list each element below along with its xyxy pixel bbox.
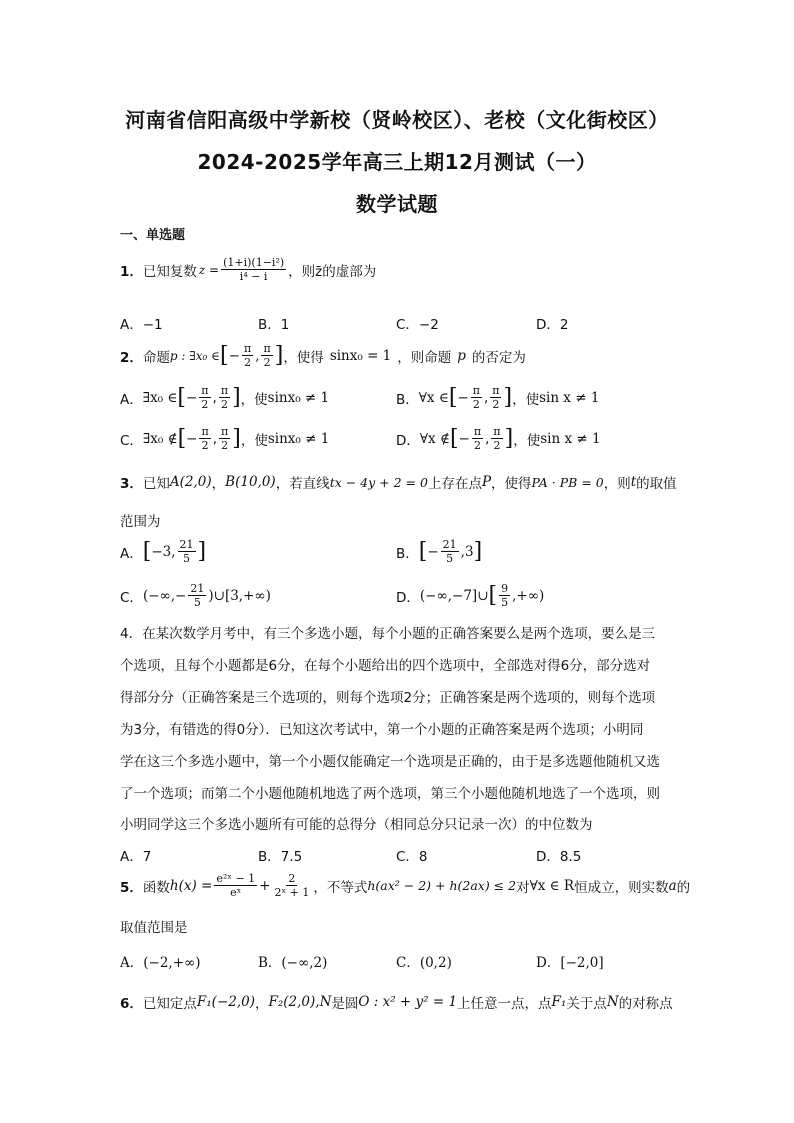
bracket: ] <box>232 385 241 410</box>
fraction <box>199 425 210 452</box>
fraction-numerator: 9 <box>501 582 509 595</box>
math-expr: −3, <box>151 543 176 560</box>
bracket: [ <box>488 583 498 608</box>
fraction-denominator: 2 <box>244 356 252 369</box>
fraction-denominator: 2 <box>221 439 229 452</box>
math-expr: p : ∃x₀ ∈ <box>169 348 221 363</box>
question-number: 1． <box>120 263 143 280</box>
math-expr: sinx₀ = 1 <box>329 347 392 364</box>
question-text: 关于点 <box>566 996 607 1012</box>
question-text: ，则z̄的虚部为 <box>288 263 377 280</box>
question-text: 对 <box>516 879 530 896</box>
option-c[interactable]: C．(0,2) <box>396 955 452 971</box>
option-d[interactable]: D． ∀x ∉ [ − $\frac{\pi}{2}$ , $\frac{\pi}{2}$ ] ，使 sin x ≠ 1 <box>396 425 601 452</box>
option-d[interactable] <box>396 582 544 609</box>
question-text: ，不等式 <box>313 879 368 896</box>
question-2 <box>120 342 526 369</box>
math-expr: ∀x ∈ R <box>529 877 575 894</box>
option-d[interactable]: D．8.5 <box>536 849 582 865</box>
option-label: D． <box>396 432 420 449</box>
fraction <box>219 425 230 452</box>
fraction-numerator: π <box>492 384 500 397</box>
fraction-denominator: 2ˣ + 1 <box>274 886 310 899</box>
option-c[interactable]: C． ∃x₀ ∉ [ − $\frac{\pi}{2}$ , $\frac{\pi}{2}$ ] ，使 sinx₀ ≠ 1 <box>120 425 330 452</box>
math-expr: F₁(−2,0) <box>196 994 255 1010</box>
math-expr: P <box>481 474 492 490</box>
question-text: 上任意一点，点 <box>457 996 552 1012</box>
question-text: 的 <box>676 879 691 896</box>
math-expr: sin x ≠ 1 <box>540 430 601 447</box>
question-5 <box>120 872 690 899</box>
fraction <box>242 342 253 369</box>
option-label: D． <box>396 589 420 606</box>
math-expr: sinx₀ ≠ 1 <box>267 430 330 447</box>
question-text: ，若直线 <box>275 476 330 492</box>
fraction <box>272 872 311 899</box>
question-text: 是圆 <box>331 996 359 1012</box>
fraction <box>490 384 501 411</box>
fraction-numerator: π <box>221 425 229 438</box>
question-text: 的否定为 <box>471 349 526 366</box>
math-expr: z = <box>198 262 220 277</box>
option-d[interactable]: D．[−2,0] <box>536 955 604 971</box>
math-expr: (−∞,− <box>142 587 187 604</box>
option-text: ，使 <box>513 432 541 449</box>
page-title-line3: 数学试题 <box>356 192 438 216</box>
fraction-denominator: 2 <box>473 439 481 452</box>
fraction-numerator: e²ˣ − 1 <box>216 872 256 885</box>
fraction-numerator: π <box>472 384 480 397</box>
question-text: ，使得 <box>491 476 532 492</box>
option-a[interactable]: A．7 <box>120 849 152 865</box>
option-label: A． <box>120 545 143 562</box>
bracket: [ <box>177 385 186 410</box>
option-text: ，使 <box>240 432 268 449</box>
fraction <box>221 256 286 283</box>
math-expr: ∃x₀ ∉ <box>142 430 178 447</box>
option-c[interactable] <box>120 582 271 609</box>
option-text: ，使 <box>512 391 540 408</box>
option-b[interactable] <box>396 538 482 565</box>
option-a[interactable] <box>120 538 206 565</box>
fraction-denominator: 2 <box>220 398 228 411</box>
fraction-denominator: 2 <box>493 439 501 452</box>
bracket: [ <box>220 343 229 368</box>
option-a[interactable]: A． ∃x₀ ∈ [ − $\frac{\pi}{2}$ , $\frac{\pi}{2}$ ] ，使 sinx₀ ≠ 1 <box>120 384 330 411</box>
fraction-denominator: 5 <box>193 596 201 609</box>
fraction-denominator: 5 <box>501 596 509 609</box>
fraction-numerator: 21 <box>179 538 194 551</box>
math-expr: PA · PB = 0 <box>531 474 604 490</box>
fraction-numerator: 21 <box>190 582 205 595</box>
question-text: 恒成立，则实数 <box>574 879 669 896</box>
math-sign: − <box>427 543 439 560</box>
fraction <box>178 538 196 565</box>
bracket: [ <box>177 426 187 451</box>
math-expr: ∀x ∈ <box>418 389 449 406</box>
question-4-line: 为3分，有错选的得0分）．已知这次考试中，第一个小题的正确答案是两个选项；小明同 <box>120 722 644 738</box>
bracket: [ <box>418 539 428 564</box>
math-expr: ∃x₀ ∈ <box>142 389 178 406</box>
option-label: C． <box>120 432 143 449</box>
option-label: A． <box>120 391 143 408</box>
math-expr: N <box>606 994 619 1010</box>
section-header: 一、单选题 <box>120 228 186 243</box>
fraction-numerator: π <box>473 425 482 438</box>
question-3-cont: 范围为 <box>120 514 161 530</box>
math-expr: p <box>457 347 466 364</box>
question-text: 命题 <box>142 349 170 366</box>
question-4-line: 小明同学这三个多选小题所有可能的总得分（相同总分只记录一次）的中位数为 <box>120 817 593 833</box>
bracket: ] <box>232 426 241 451</box>
bracket: [ <box>448 385 458 410</box>
math-expr: tx − 4y + 2 = 0 <box>329 474 428 490</box>
option-a[interactable]: A．(−2,+∞) <box>120 955 201 971</box>
question-text: ， <box>255 996 269 1012</box>
question-5-cont: 取值范围是 <box>120 920 188 936</box>
page-title-line1: 河南省信阳高级中学新校（贤岭校区）、老校（文化街校区） <box>125 108 669 132</box>
question-text: 的取值 <box>636 476 677 492</box>
fraction <box>491 425 502 452</box>
question-text: 函数 <box>142 879 170 896</box>
question-text: ，使得 <box>283 349 324 366</box>
math-sign: − <box>185 389 198 406</box>
math-expr: F₁ <box>551 994 567 1010</box>
bracket: ] <box>274 343 284 368</box>
fraction-numerator: π <box>263 342 271 355</box>
fraction-denominator: i⁴ − i <box>239 270 268 283</box>
fraction-numerator: π <box>493 425 501 438</box>
fraction-denominator: 2 <box>492 398 500 411</box>
math-expr: F₂(2,0),N <box>268 994 332 1010</box>
question-4-line: 学在这三个多选小题中，第一个小题仅能确定一个选项是正确的，由于是多选题他随机又选 <box>120 754 660 770</box>
fraction-denominator: 2 <box>201 439 209 452</box>
option-label: B． <box>396 391 419 408</box>
math-expr: h(ax² − 2) + h(2ax) ≤ 2 <box>367 878 517 893</box>
option-label: C． <box>120 589 143 606</box>
math-sign: + <box>259 877 271 894</box>
question-1 <box>120 256 376 283</box>
question-4-line: 4．在某次数学月考中，有三个多选小题，每个小题的正确答案要么是两个选项，要么是三 <box>120 626 656 642</box>
bracket: ] <box>197 539 207 564</box>
fraction <box>472 425 483 452</box>
question-text: ，则 <box>603 476 631 492</box>
fraction <box>261 342 272 369</box>
option-text: ，使 <box>240 391 268 408</box>
option-b[interactable]: B．(−∞,2) <box>258 955 328 971</box>
option-b[interactable]: B．1 <box>258 317 290 333</box>
question-6 <box>120 992 673 1012</box>
fraction-denominator: 2 <box>263 356 271 369</box>
math-expr: sinx₀ ≠ 1 <box>267 389 330 406</box>
option-c[interactable]: C．8 <box>396 849 428 865</box>
fraction-denominator: 5 <box>183 552 191 565</box>
question-4-line: 了一个选项；而第二个小题他随机地选了两个选项，第三个小题他随机地选了一个选项，则 <box>120 786 660 802</box>
bracket: ] <box>504 426 514 451</box>
option-b[interactable]: B． ∀x ∈ [ − $\frac{\pi}{2}$ , $\frac{\pi}{2}$ ] ，使 sin x ≠ 1 <box>396 384 600 411</box>
option-a[interactable]: A．−1 <box>120 317 163 333</box>
fraction <box>188 582 206 609</box>
math-expr: ∀x ∉ <box>419 430 450 447</box>
fraction-numerator: π <box>243 342 252 355</box>
fraction <box>219 384 230 411</box>
math-sign: − <box>458 430 470 447</box>
bracket: [ <box>142 539 152 564</box>
math-expr: t <box>630 474 637 490</box>
question-number: 6． <box>120 996 143 1012</box>
math-expr: h(x) = <box>169 877 213 894</box>
question-3 <box>120 472 677 492</box>
fraction <box>499 582 510 609</box>
math-expr: ,+∞) <box>512 587 545 604</box>
fraction <box>214 872 257 899</box>
question-text: 上存在点 <box>427 476 482 492</box>
option-c[interactable]: C．−2 <box>396 317 439 333</box>
question-number: 5． <box>120 879 143 896</box>
fraction-numerator: 21 <box>442 538 457 551</box>
math-sign: − <box>228 347 240 364</box>
math-expr: B(10,0) <box>225 474 276 490</box>
math-expr: A(2,0) <box>169 474 212 490</box>
fraction-numerator: π <box>201 425 209 438</box>
fraction-denominator: 2 <box>201 398 209 411</box>
fraction <box>441 538 459 565</box>
option-b[interactable]: B．7.5 <box>258 849 303 865</box>
bracket: ] <box>503 385 513 410</box>
fraction-denominator: 5 <box>446 552 454 565</box>
fraction-denominator: 2 <box>472 398 480 411</box>
math-expr: ,3 <box>460 543 474 560</box>
fraction <box>471 384 482 411</box>
math-expr: )∪[3,+∞) <box>208 587 271 604</box>
question-text: 的对称点 <box>618 996 673 1012</box>
page-title-line2: 2024-2025学年高三上期12月测试（一） <box>197 150 597 174</box>
math-expr: a <box>668 877 677 894</box>
fraction-denominator: eˣ <box>230 886 242 899</box>
question-text: 已知 <box>142 476 170 492</box>
math-sign: − <box>186 430 198 447</box>
fraction-numerator: (1+i)(1−i²) <box>223 256 285 269</box>
question-text: ， <box>211 476 226 492</box>
question-text: ，则命题 <box>397 349 452 366</box>
question-text: 已知定点 <box>142 996 197 1012</box>
bracket: [ <box>449 426 459 451</box>
bracket: ] <box>473 539 483 564</box>
math-sign: − <box>457 389 469 406</box>
question-4-line: 个选项，且每个小题都是6分，在每个小题给出的四个选项中，全部选对得6分，部分选对 <box>120 658 651 674</box>
option-d[interactable]: D．2 <box>536 317 569 333</box>
fraction-numerator: π <box>220 384 229 397</box>
fraction-numerator: π <box>201 384 209 397</box>
question-text: 已知复数 <box>142 263 197 280</box>
math-expr: sin x ≠ 1 <box>539 389 600 406</box>
math-expr: O : x² + y² = 1 <box>358 994 458 1010</box>
question-4-line: 得部分分（正确答案是三个选项的，则每个选项2分；正确答案是两个选项的，则每个选项 <box>120 690 656 706</box>
comma: , <box>255 347 260 364</box>
option-label: B． <box>396 545 419 562</box>
fraction-numerator: 2 <box>288 872 296 885</box>
question-number: 3． <box>120 476 143 492</box>
question-number: 2． <box>120 349 143 366</box>
math-expr: (−∞,−7]∪ <box>419 587 489 604</box>
fraction <box>199 384 210 411</box>
